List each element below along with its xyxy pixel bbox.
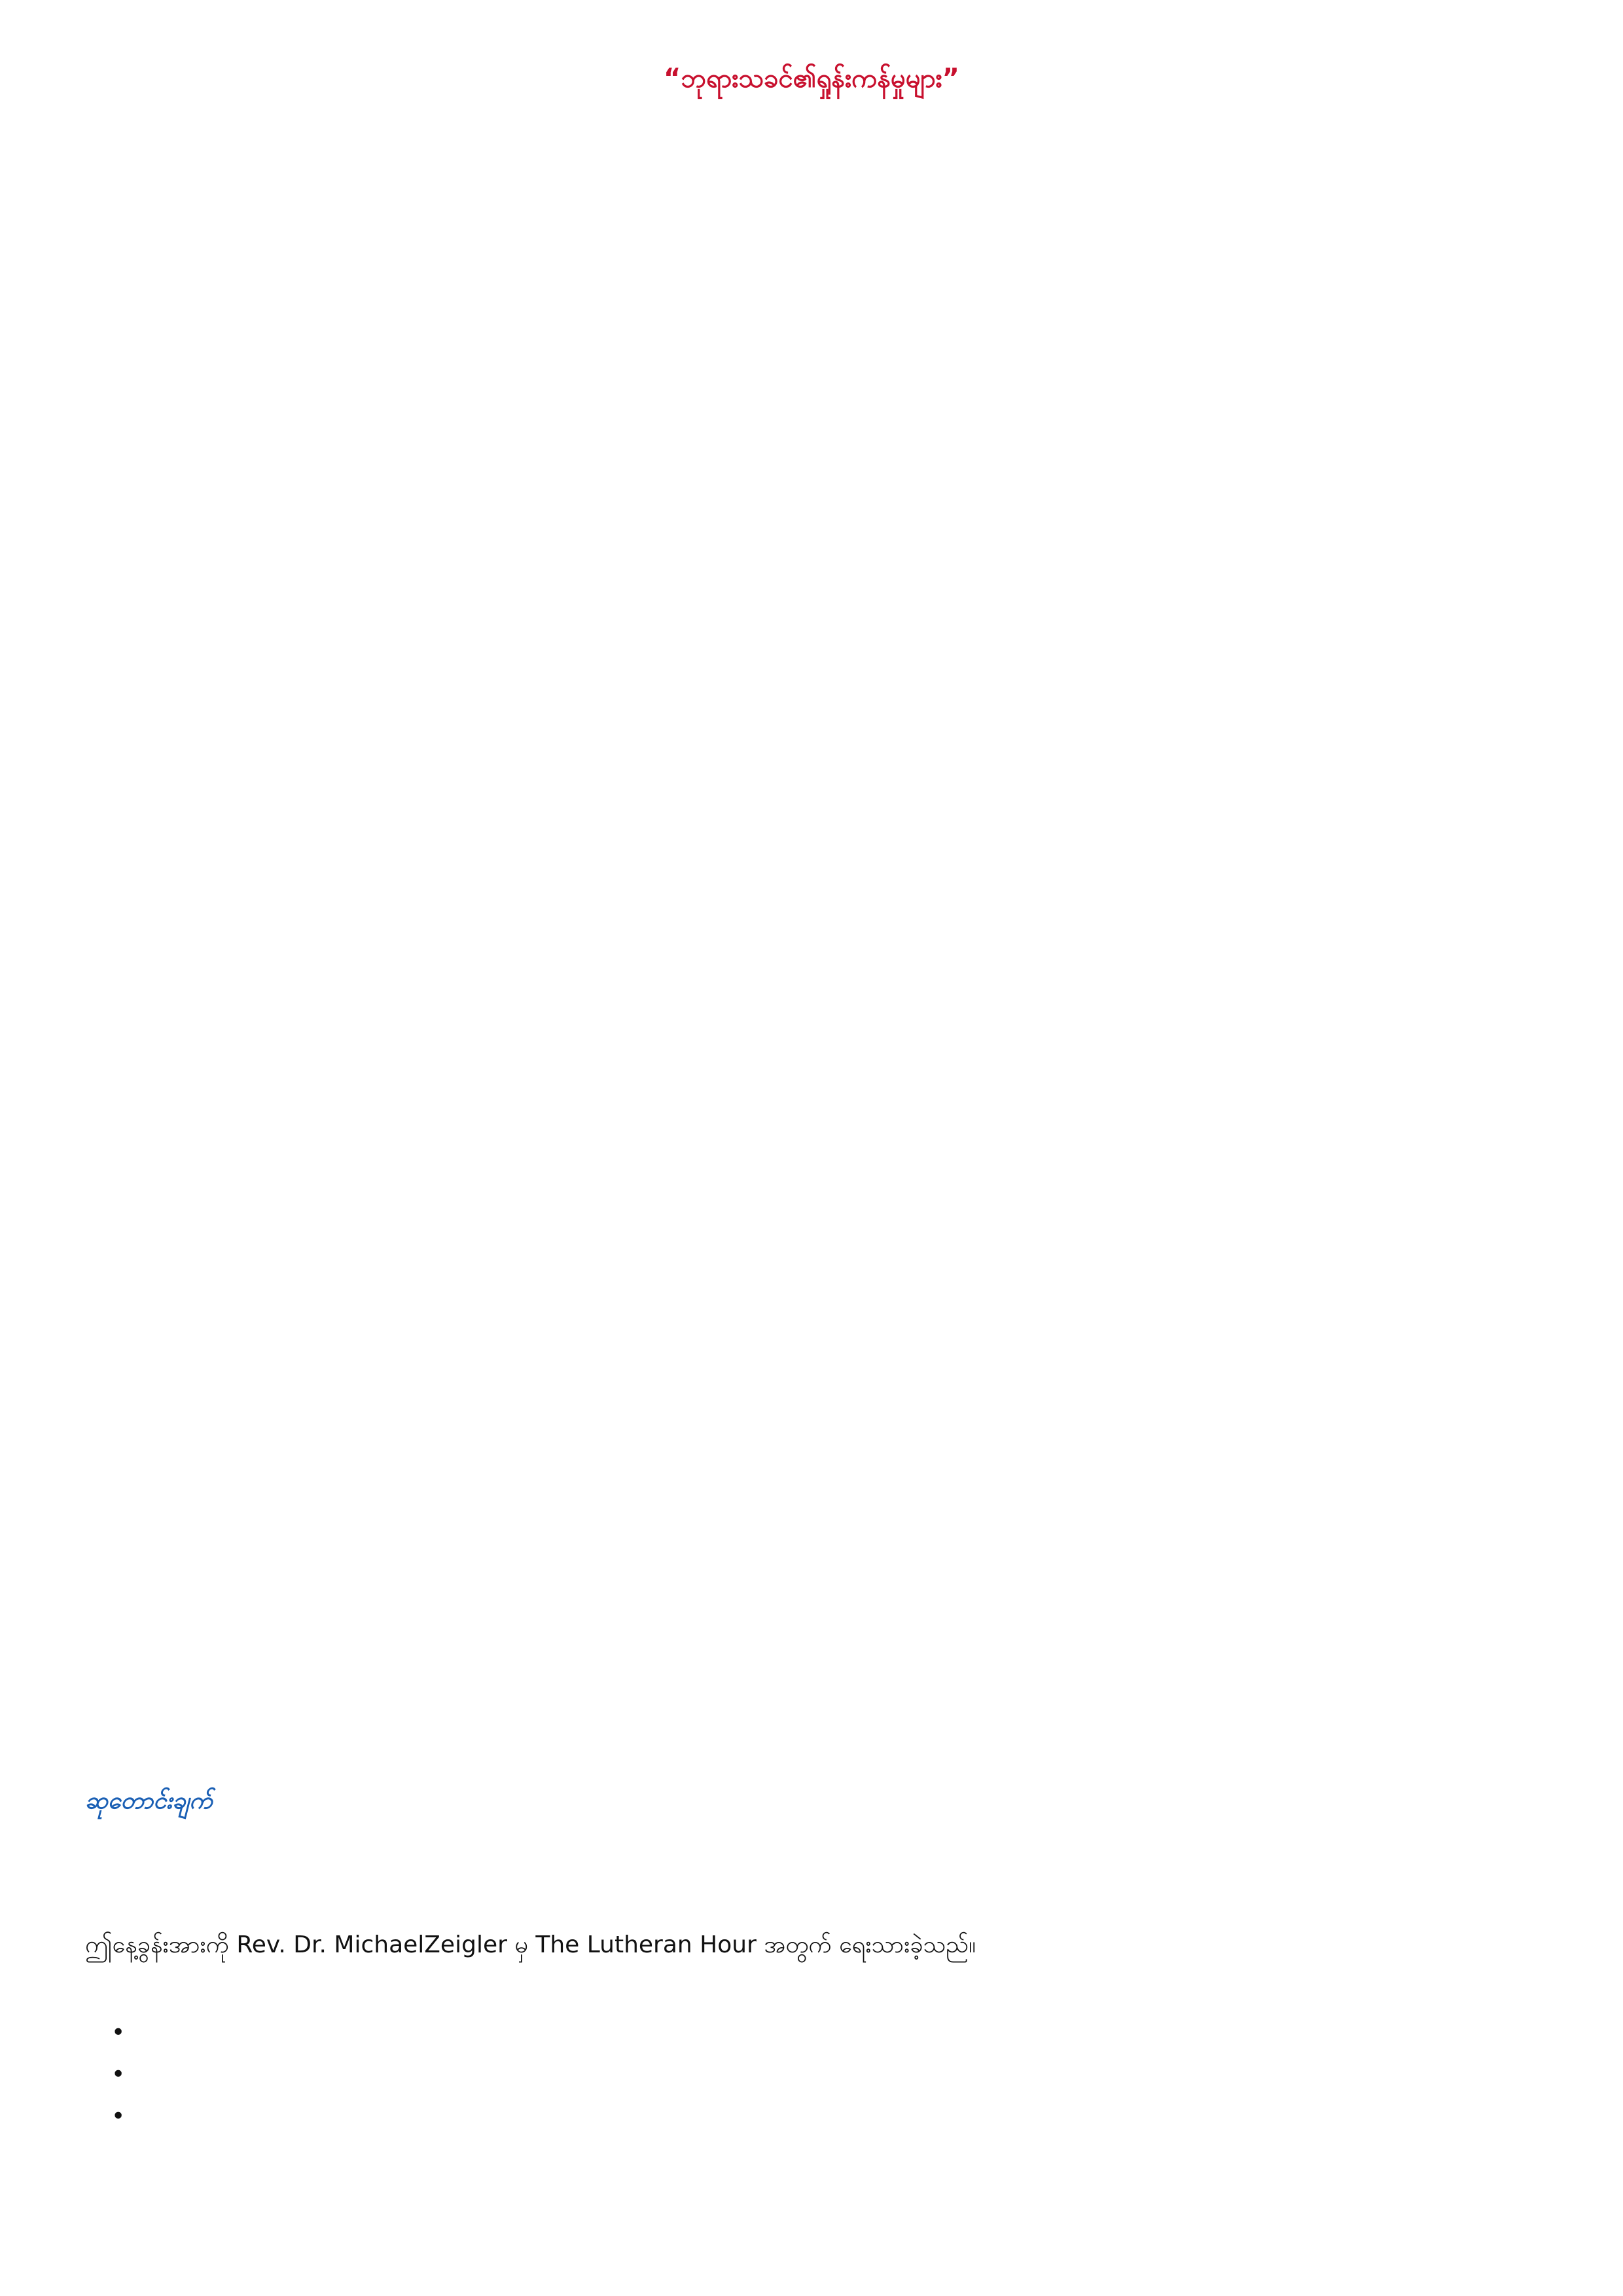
reflection-questions-list — [85, 2012, 1538, 2138]
prayer-label: ဆုတောင်းချက် — [85, 1787, 213, 1814]
bullet-icon: • — [111, 2061, 126, 2088]
scripture-passage — [85, 144, 1538, 831]
devotion-page — [85, 59, 1538, 2138]
bullet-icon: • — [111, 2103, 126, 2130]
scripture-text-area — [85, 144, 1538, 831]
author-credit: ဤနေ့ခွန်းအားကို Rev. Dr. MichaelZeigler မှ The Lutheran Hour အတွက် ရေးသားခဲ့သည်။ — [85, 1931, 976, 1958]
list-item — [111, 2054, 1538, 2096]
page-title: “ဘုရားသခင်၏ရှုန်းကန်မှုများ” — [664, 63, 959, 94]
intro-paragraph — [85, 890, 1538, 1086]
main-paragraph — [85, 1126, 1538, 1741]
list-item — [111, 2096, 1538, 2138]
prayer-section — [85, 1780, 1538, 1865]
bullet-icon: • — [111, 2019, 126, 2046]
list-item — [111, 2012, 1538, 2054]
